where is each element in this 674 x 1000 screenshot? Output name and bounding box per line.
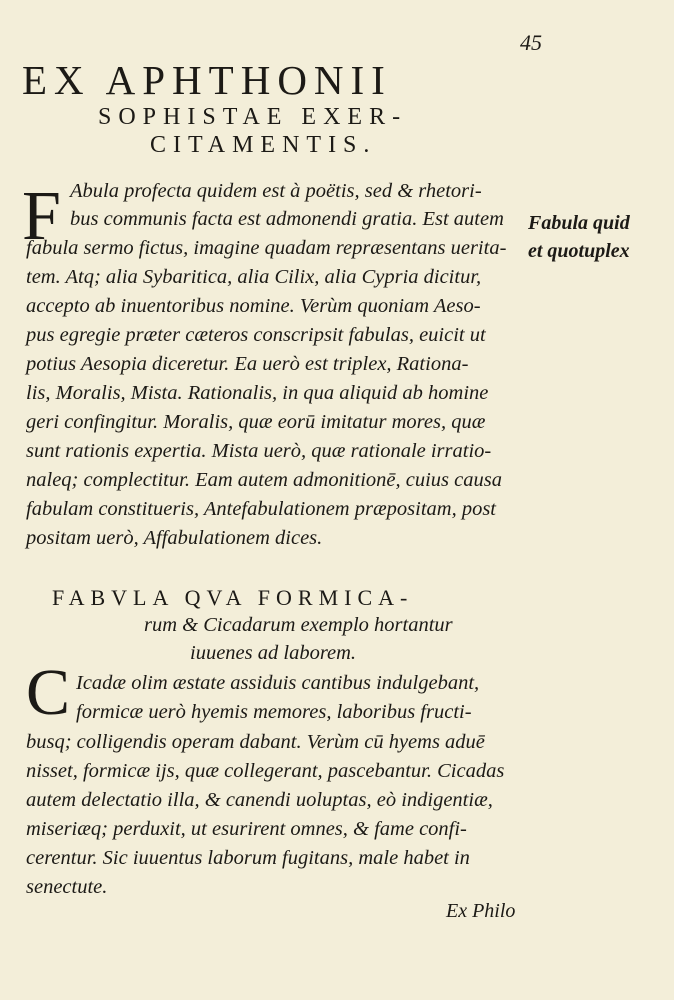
heading-line-2: SOPHISTAE EXER- [98,104,408,130]
heading-line-3: CITAMENTIS. [150,132,377,158]
intro-line: tem. Atq; alia Sybaritica, alia Cilix, alia Cypria dicitur, [26,266,482,288]
intro-line: Abula profecta quidem est à poëtis, sed & rhetori- [70,180,482,202]
intro-line: accepto ab inuentoribus nomine. Verùm quoniam Aeso- [26,295,481,317]
fable-drop-cap: C [26,656,71,729]
intro-line: lis, Moralis, Mista. Rationalis, in qua aliquid ab homine [26,382,489,404]
fable-line: cerentur. Sic iuuentus laborum fugitans, male habet in [26,847,470,869]
fable-title: FABVLA QVA FORMICA- [52,585,414,610]
fable-line: formicæ uerò hyemis memores, laboribus fructi- [76,701,472,723]
intro-line: positam uerò, Affabulationem dices. [26,527,323,549]
intro-line: geri confingitur. Moralis, quæ eorū imitatur mores, quæ [26,411,486,433]
intro-line: fabula sermo fictus, imagine quadam repræsentans uerita- [26,237,507,259]
intro-line: bus communis facta est admonendi gratia. Est autem [70,208,504,230]
fable-line: busq; colligendis operam dabant. Verùm cū hyems aduē [26,731,485,753]
fable-subtitle: iuuenes ad laborem. [190,642,357,664]
fable-line: nisset, formicæ ijs, quæ collegerant, pascebantur. Cicadas [26,760,505,782]
fable-line: senectute. [26,876,108,898]
heading-line-1: EX APHTHONII [22,57,392,103]
intro-line: pus egregie præter cæteros conscripsit fabulas, euicit ut [26,324,486,346]
intro-drop-cap: F [22,178,61,255]
fable-line: miseriæq; perduxit, ut esurirent omnes, & fame confi- [26,818,467,840]
intro-line: potius Aesopia diceretur. Ea uerò est triplex, Rationa- [26,353,469,375]
intro-line: naleq; complectitur. Eam autem admonitionē, cuius causa [26,469,502,491]
marginal-note-line: et quotuplex [528,240,630,262]
catchword: Ex Philo [446,900,516,922]
intro-line: sunt rationis expertia. Mista uerò, quæ rationale irratio- [26,440,492,462]
fable-line: Icadæ olim æstate assiduis cantibus indulgebant, [76,672,480,694]
fable-line: autem delectatio illa, & canendi uoluptas, eò indigentiæ, [26,789,493,811]
fable-subtitle: rum & Cicadarum exemplo hortantur [144,614,453,636]
page-number: 45 [520,30,542,55]
intro-line: fabulam constitueris, Antefabulationem præpositam, post [26,498,496,520]
marginal-note-line: Fabula quid [528,212,630,234]
